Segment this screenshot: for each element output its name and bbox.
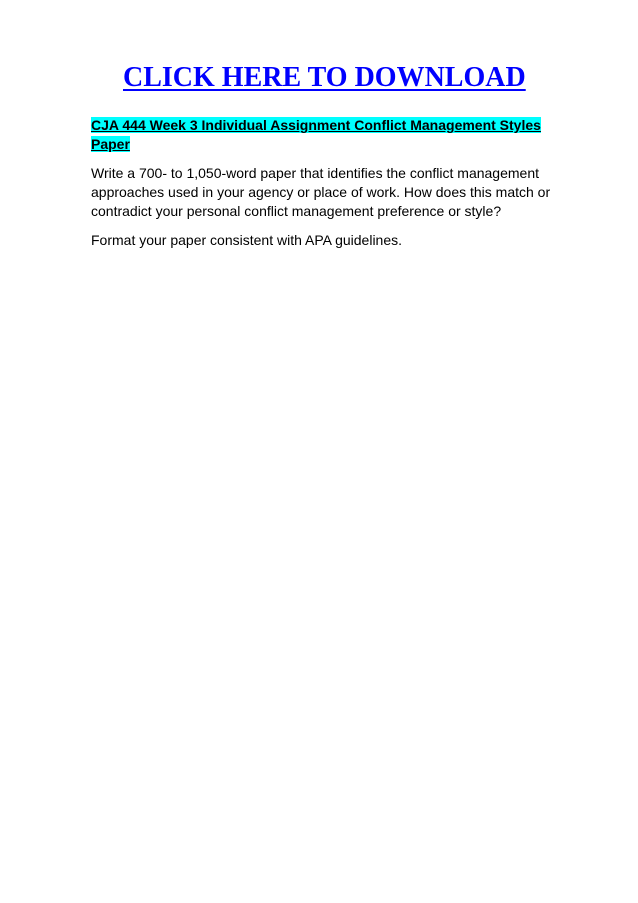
instructions-paragraph: Write a 700- to 1,050-word paper that identifies the conflict management approaches used in your agency or place of work. How does this match or contradict your personal conflict management preference or style? bbox=[91, 165, 551, 219]
document-title bbox=[91, 116, 571, 154]
format-paragraph: Format your paper consistent with APA guidelines. bbox=[91, 232, 403, 248]
download-link[interactable]: CLICK HERE TO DOWNLOAD bbox=[123, 62, 526, 93]
document-title-text: CJA 444 Week 3 Individual Assignment Conflict Management Styles Paper bbox=[91, 117, 541, 152]
